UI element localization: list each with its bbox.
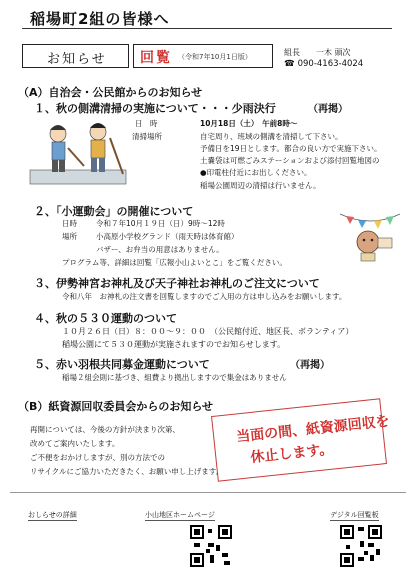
item1-note2: 土嚢袋は可燃ごみステーションおよび添付回覧地図の	[200, 156, 380, 165]
kairan-date: （令和7年10月1日版）	[178, 53, 252, 61]
item2-place-label: 場所	[62, 232, 77, 241]
qr-code-digital-kairan[interactable]	[340, 525, 382, 567]
item5-body: 稲場２組会則に基づき、組費より拠出しますので集金はありません	[62, 373, 287, 382]
item1-note4: 稲場公園周辺の清掃は行いません。	[200, 181, 321, 190]
item5-tag: （再掲）	[290, 360, 330, 371]
footer-divider	[10, 492, 406, 493]
item1-date-label: 日 時	[135, 119, 158, 128]
section-b-line3: ご不便をおかけしますが、別の方法での	[30, 453, 165, 462]
item3-title: ３、伊勢神宮お神札及び天子神社お神札のご注文について	[34, 277, 320, 290]
section-b-line1: 再開については、今後の方針が決まり次第、	[30, 425, 180, 434]
item2-date-label: 日時	[62, 219, 77, 228]
section-a-heading: （A）自治会・公民館からのお知らせ	[18, 86, 203, 99]
item2-date-value: 令和７年10月１９日（日）9時～12時	[96, 219, 225, 228]
item1-note3: ●印電柱付近にお出しください。	[200, 168, 312, 177]
item1-note1: 予備日を19日とします。都合の良い方で実施下さい。	[200, 144, 382, 153]
section-b-heading: （B）紙資源回収委員会からのお知らせ	[18, 400, 214, 413]
kairan-label: 回覧	[140, 50, 172, 66]
item2-note2: プログラム等、詳細は回覧「広報小山よいとこ」をご覧ください。	[62, 258, 287, 267]
qr-code-homepage[interactable]	[190, 525, 232, 567]
suspension-stamp	[211, 398, 391, 481]
stamp-line1: 当面の間、紙資源回収を	[235, 413, 391, 446]
section-b-line2: 改めてご案内いたします。	[30, 439, 120, 448]
page-title: 稲場町2組の皆様へ	[30, 10, 170, 28]
qr3-label: デジタル回覧板	[330, 511, 379, 519]
item4-line2: 稲場公園にて５３０運動が実施されますのでお知らせします。	[62, 340, 286, 349]
item4-line1: １０月２６日（日）８：００～９：００ （公民館付近、地区長、ボランティア）	[62, 327, 354, 336]
phone-text: 090-4163-4024	[297, 59, 364, 69]
notice-label: お知らせ	[47, 52, 107, 67]
title-underline	[22, 28, 392, 29]
item1-date-value: 10月18日（土） 午前8時～	[200, 119, 298, 128]
phone-icon: ☎	[284, 59, 295, 69]
item1-tag: （再掲）	[308, 104, 348, 115]
item1-title: １、秋の側溝清掃の実施について・・・少雨決行	[34, 102, 276, 115]
leader-name: 組長 一木 頭次	[284, 48, 351, 57]
qr2-label: 小山地区ホームページ	[145, 511, 215, 519]
item4-title: ４、秋の５３０運動のついて	[34, 312, 177, 325]
section-b-line4: リサイクルにご協力いただきたく、お願い申し上げます。	[30, 467, 224, 476]
qr1-label: おしらせの詳細	[28, 511, 77, 519]
item3-body: 令和八年 お神札の注文書を回覧しますのでご入用の方は申し込みをお願いします。	[62, 292, 347, 301]
item2-title: ２、「小運動会」の開催について	[34, 205, 194, 218]
item1-place-value: 自宅周り、班域の側溝を清掃して下さい。	[200, 132, 343, 141]
stamp-line2: 休止します。	[249, 441, 334, 467]
phone-number	[284, 59, 363, 69]
item2-note1: バザー、お弁当の用意はありません。	[96, 245, 224, 254]
cleaning-illustration	[28, 118, 128, 190]
item2-place-value: 小高原小学校グランド（雨天時は体育館）	[96, 232, 239, 241]
item5-title: ５、赤い羽根共同募金運動について	[34, 358, 210, 371]
undokai-illustration	[338, 204, 402, 264]
item1-place-label: 清掃場所	[132, 132, 162, 141]
